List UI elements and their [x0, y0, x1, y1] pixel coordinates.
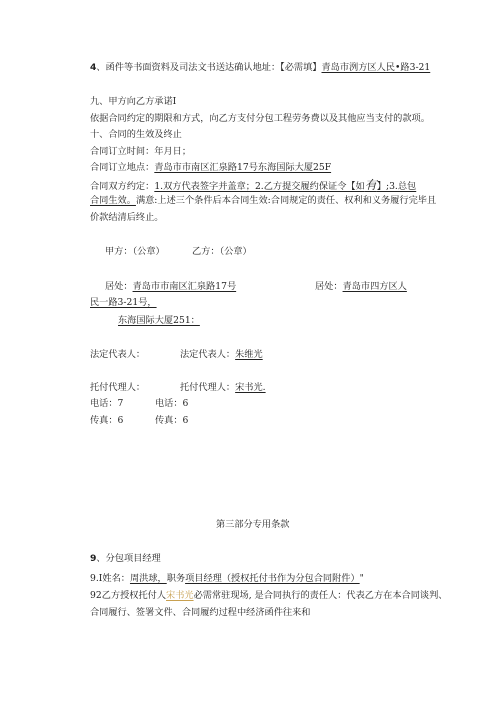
- contract-effect-start: 合同生效。: [90, 195, 136, 206]
- manager-title-value: 项目经理（授权托付书作为分包合同附件）: [185, 573, 360, 584]
- section-10-heading: 十、合同的生效及终止: [90, 129, 182, 140]
- contract-terms-handwritten: 有: [364, 178, 377, 192]
- contract-terms-label: 合同双方约定：: [90, 181, 155, 192]
- party-a-phone: 电话：7: [90, 398, 124, 409]
- party-b-residence-value: 青岛市四方区人: [342, 281, 407, 292]
- contract-effect-line: [90, 195, 436, 207]
- party-b-residence: [315, 281, 407, 293]
- party-b-legal-rep-value: 朱维光: [235, 349, 263, 360]
- party-b-agent: [180, 382, 266, 394]
- party-b-residence-label: 居处：: [315, 281, 343, 292]
- item-number: 4: [90, 62, 97, 73]
- party-a-residence-label: 居处：: [105, 281, 133, 292]
- address-confirm-value: 青岛市洌方区人民•路3-21: [321, 62, 431, 73]
- contract-place-label: 合同订立地点：: [90, 162, 155, 173]
- contract-date-line: 合同订立时间：年月日；: [90, 146, 192, 157]
- party-b-residence-building: 东海国际大厦251：: [118, 315, 200, 326]
- contract-place-line: [90, 162, 331, 174]
- section-number: 9: [90, 553, 97, 564]
- authorized-agent-cont: 合同履行、签署文件、合同履约过程中经济函件往来和: [90, 607, 311, 618]
- party-b-legal-rep: [180, 349, 263, 361]
- party-b-phone: 电话：6: [155, 398, 189, 409]
- party-b-agent-label: 托付代理人：: [180, 382, 236, 393]
- section-9-heading: 九、甲方向乙方承诺I: [90, 96, 177, 107]
- party-a-legal-rep: 法定代表人：: [90, 349, 146, 360]
- party-b-agent-value: 宋书光.: [235, 382, 266, 393]
- subcontract-manager-heading: [90, 553, 161, 565]
- party-a-fax: 传真：6: [90, 415, 124, 426]
- manager-title-label: 职务: [166, 573, 186, 584]
- part-3-title: 第三部分专用条款: [216, 519, 290, 530]
- contract-termination-line: 价款结清后终止。: [90, 212, 164, 223]
- section-9-text: 依据合同约定的期限和方式，向乙方支付分包工程劳务费以及其他应当支付的款项。: [90, 113, 430, 124]
- contract-terms-value: 1.双方代表签字并盖章；2.乙方提交履约保证令【如: [154, 181, 365, 192]
- manager-quote-mark: ": [359, 573, 364, 584]
- authorized-agent-line: [90, 590, 447, 602]
- party-b-seal: 乙方：（公章）: [192, 246, 252, 257]
- authorized-agent-name: 宋书光: [166, 590, 194, 601]
- contract-effect-text: 满意:上述三个条件后本合同生效:合同规定的责任、权利和义务履行完毕且: [135, 195, 437, 206]
- authorized-agent-text: 必需常驻现场, 是合同执行的责任人：代表乙方在本合同谈判、: [193, 590, 448, 601]
- subcontract-manager-title: 、分包项目经理: [96, 553, 161, 564]
- contract-terms-tail: 】;3.总包: [376, 181, 417, 192]
- party-b-residence-cont: 民一路3-21号，: [90, 297, 157, 308]
- manager-name-label: 9.I姓名：: [90, 573, 130, 584]
- party-a-seal: 甲方：（公章）: [105, 246, 165, 257]
- contract-place-value: 青岛市市南区汇泉路17号东海国际大厦25F: [154, 162, 332, 173]
- contract-terms-line: [90, 179, 416, 193]
- party-a-residence-value: 青岛市市南区汇泉路17号: [132, 281, 237, 292]
- party-b-legal-rep-label: 法定代表人：: [180, 349, 236, 360]
- address-confirm-label: 、函件等书面资料及司法文书送达确认地址：【必需填】: [96, 62, 322, 73]
- manager-name-line: [90, 573, 364, 585]
- party-a-residence: [105, 281, 236, 293]
- manager-name-value: 周洪球，: [129, 573, 167, 584]
- party-a-agent: 托付代理人：: [90, 382, 146, 393]
- address-confirm-line: [90, 62, 430, 74]
- authorized-agent-label: 92乙方授权托付人: [90, 590, 167, 601]
- party-b-fax: 传真：6: [155, 415, 189, 426]
